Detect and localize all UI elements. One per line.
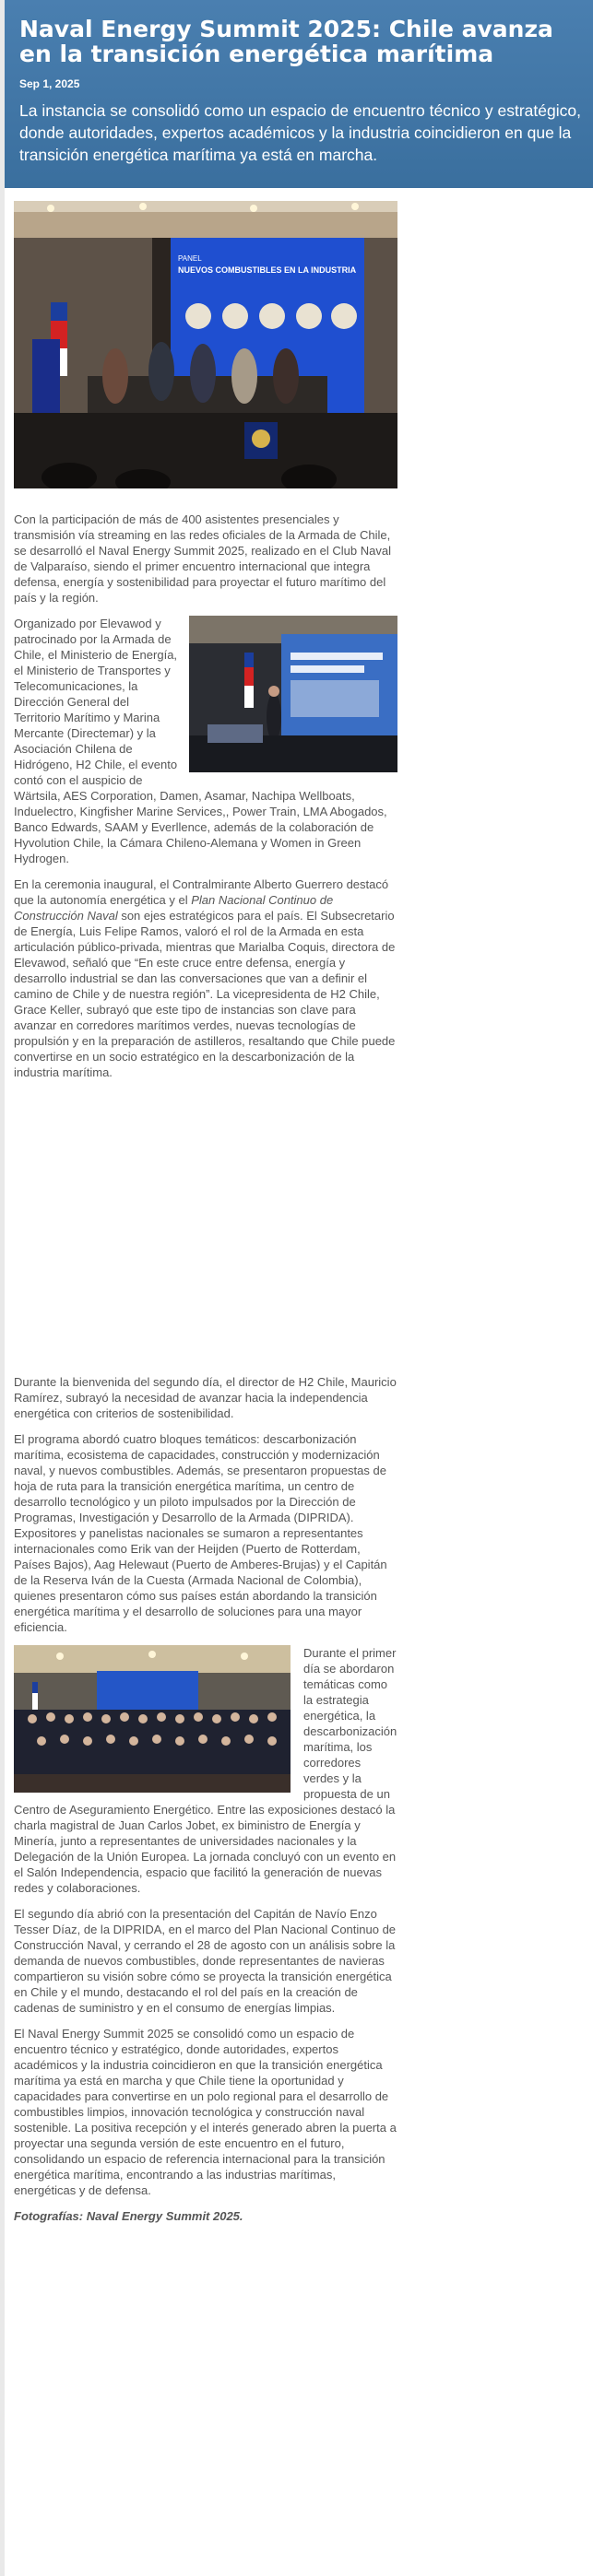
panel-photo: [14, 201, 397, 488]
speaker-photo: [189, 616, 397, 772]
paragraph: Organizado por Elevawod y patrocinado por la Armada de Chile, el Ministerio de Energía, el Ministerio de Transportes y Telecomunicaciones, la Dirección General del Territorio Marítimo y Marina Mercante (Directemar) y la Asociación Chilena de Hidrógeno, H2 Chile, el evento contó con el auspicio de Wärtsila, AES Corporation, Damen, Asamar, Nachipa Wellboats, Induelectro, Kingfisher Marine Services,, Power Train, LMA Abogados, Banco Edwards, SAAM y Everllence, además de la colaboración de Hyvolution Chile, la Cámara Chileno-Alemana y Women in Green Hydrogen.: [14, 617, 387, 865]
article-lead: La instancia se consolidó como un espacio de encuentro técnico y estratégico, donde autoridades, expertos académicos y la industria coincidieron en que la transición energética marítima ya está en marcha.: [19, 101, 581, 164]
photo-credit: Fotografías: Naval Energy Summit 2025.: [14, 2209, 243, 2223]
screen-title: NUEVOS COMBUSTIBLES EN LA INDUSTRIA: [178, 265, 357, 275]
paragraph: Durante el primer día se abordaron temáticas como la estrategia energética, la descarbonización marítima, los corredores verdes y la propuesta de un Centro de Aseguramiento Energético. Entre las exposiciones destacó la charla magistral de Juan Carlos Jobet, ex biministro de Energía y Minería, junto a representantes de universidades nacionales y la Delegación de la Unión Europea. La jornada concluyó con un evento en el Salón Independencia, espacio que facilitó la generación de nuevas redes y colaboraciones.: [14, 1646, 397, 1895]
paragraph: El Naval Energy Summit 2025 se consolidó como un espacio de encuentro técnico y estratégico, donde autoridades, expertos académicos y la industria coincidieron en que la transición energética marítima ya está en marcha y que Chile tiene la oportunidad y capacidades para convertirse en un polo regional para el desarrollo de combustibles limpios, innovación tecnológica y construcción naval sostenible. La positiva recepción y el interés generado abren la puerta a proyectar una segunda versión de este encuentro en el futuro, consolidando un espacio de referencia internacional para la transición energética marítima, encontrando a las industrias marítimas, energéticas y de defensa.: [14, 2027, 397, 2197]
group-photo: [14, 1645, 291, 1793]
paragraph: En la ceremonia inaugural, el Contralmirante Alberto Guerrero destacó que la autonomía energética y el Plan Nacional Continuo de Construcción Naval son ejes estratégicos para el país. El Subsecretario de Energía, Luis Felipe Ramos, valoró el rol de la Armada en esta articulación público-privada, mientras que Marialba Coquis, directora de Elevawod, señaló que “En este cruce entre defensa, energía y desarrollo industrial se dan las conversaciones que van a definir el camino de Chile y de nuestra región”. La vicepresidenta de H2 Chile, Grace Keller, subrayó que este tipo de instancias son clave para avanzar en corredores marítimos verdes, nuevas tecnologías de propulsión y en la preparación de astilleros, resaltando que Chile puede convertirse en un socio estratégico en la descarbonización de la industria marítima.: [14, 877, 396, 1079]
article-date: Sep 1, 2025: [19, 77, 80, 90]
paragraph: El segundo día abrió con la presentación del Capitán de Navío Enzo Tesser Díaz, de la DIPRIDA, en el marco del Plan Nacional Continuo de Construcción Naval, y cerrando el 28 de agosto con un análisis sobre la demanda de nuevos combustibles, donde representantes de navieras compartieron su visión sobre cómo se proyecta la transición energética en Chile y el mundo, destacando el rol del país en la creación de cadenas de suministro y en el consumo de energías limpias.: [14, 1907, 397, 2015]
paragraph: Durante la bienvenida del segundo día, el director de H2 Chile, Mauricio Ramírez, subrayó la necesidad de avanzar hacia la independencia energética con criterios de sostenibilidad.: [14, 1375, 397, 1420]
paragraph: Con la participación de más de 400 asistentes presenciales y transmisión vía streaming en las redes oficiales de la Armada de Chile, se desarrolló el Naval Energy Summit 2025, realizado en el Club Naval de Valparaíso, siendo el primer encuentro internacional que integra defensa, energía y sostenibilidad para proyectar el futuro marítimo del país y la región.: [14, 512, 391, 605]
screen-kicker: PANEL: [178, 254, 202, 263]
embed-blank-area: [14, 1090, 397, 1374]
left-gutter: [0, 0, 5, 2576]
article-title: Naval Energy Summit 2025: Chile avanza en la transición energética marítima: [19, 16, 553, 67]
paragraph: El programa abordó cuatro bloques temáticos: descarbonización marítima, ecosistema de capacidades, construcción y modernización naval, y nuevos combustibles. Además, se presentaron propuestas de hoja de ruta para la transición energética marítima, un centro de desarrollo tecnológico y un piloto impulsados por la Dirección de Programas, Investigación y Desarrollo de la Armada (DIPRIDA). Expositores y panelistas nacionales se sumaron a representantes internacionales como Erik van der Heijden (Puerto de Rotterdam, Países Bajos), Aag Helewaut (Puerto de Amberes-Brujas) y el Capitán de la Reserva Iván de la Cuesta (Armada Nacional de Colombia), quienes presentaron cómo sus países están abordando la transición energética marítima y el desarrollo de soluciones para una mayor eficiencia.: [14, 1432, 387, 1634]
plan-name-emphasis: Plan Nacional Continuo de Construcción Naval: [14, 893, 334, 923]
article-body: [14, 201, 397, 2234]
article-header: [5, 0, 593, 188]
